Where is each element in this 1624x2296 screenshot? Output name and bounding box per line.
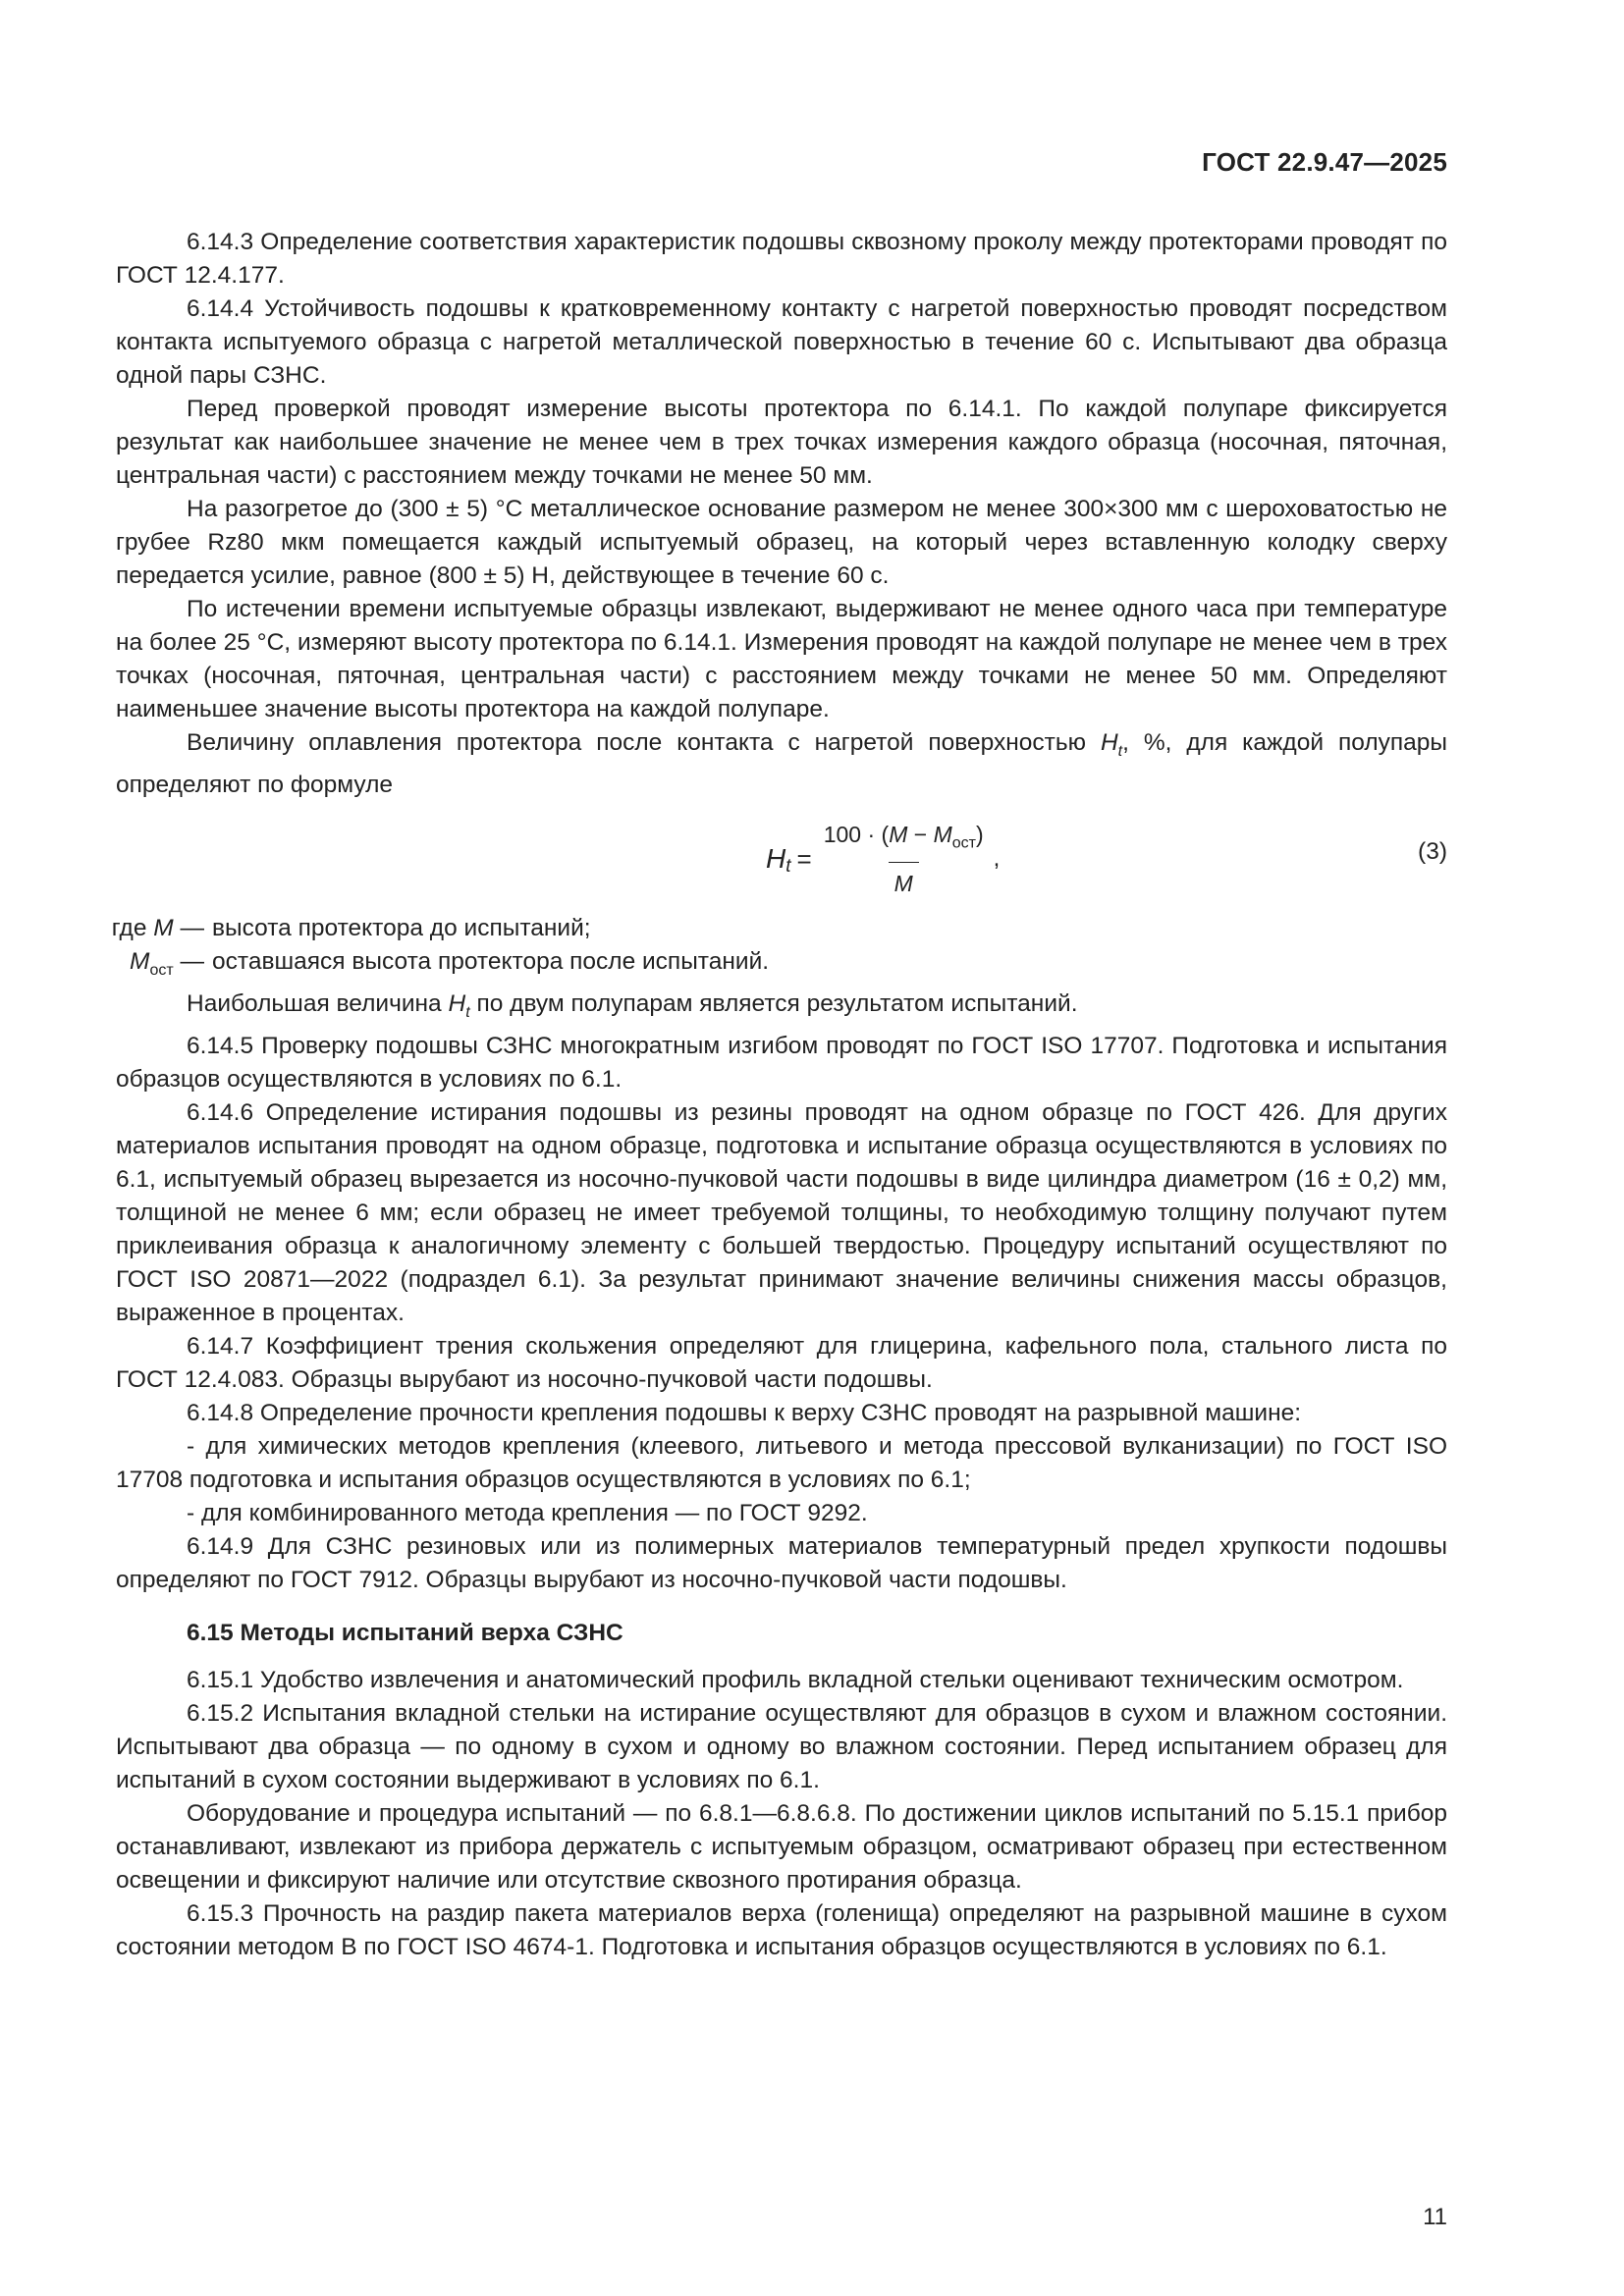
formula-lhs-subscript: t [785,856,791,878]
section-heading: 6.15 Методы испытаний верха СЗНС [187,1619,623,1646]
definition-row [73,945,1447,988]
definition-subscript: ост [149,961,174,979]
formula-close-paren: ) [975,821,984,847]
variable: H [1100,729,1118,756]
formula-lhs: H [766,843,786,875]
page-number: 11 [1423,2204,1447,2230]
paragraph: На разогретое до (300 ± 5) °C металлическое основание размером не менее 300×300 мм с шероховатостью не грубее Rz80 мкм помещается каждый испытуемый образец, на который через вставленную колодку сверху передается усилие, равное (800 ± 5) Н, действующее в течение 60 с. [116,496,1447,589]
text-span: , %, для каждой полупары определяют по формуле [116,729,1448,798]
paragraph: 6.15.2 Испытания вкладной стельки на истирание осуществляют для образцов в сухом и влажном состоянии. Испытывают два образца — по одному в сухом и одному во влажном состоянии. Перед испытанием образец для испытаний в сухом состоянии выдерживают в условиях по 6.1. [116,1699,1447,1793]
formula-var-m-ost: M [933,821,952,847]
paragraph: 6.14.4 Устойчивость подошвы к кратковременному контакту с нагретой поверхностью проводят посредством контакта испытуемого образца с нагретой металлической поверхностью в течение 60 с. Испытывают два образца одной пары СЗНС. [116,295,1447,389]
definition-term [73,945,212,988]
paragraph: 6.14.8 Определение прочности крепления подошвы к верху СЗНС проводят на разрывной машине: [187,1399,1302,1426]
paragraph: 6.15.1 Удобство извлечения и анатомический профиль вкладной стельки оценивают техническим осмотром. [187,1666,1404,1693]
paragraph: 6.14.9 Для СЗНС резиновых или из полимерных материалов температурный предел хрупкости подошвы определяют по ГОСТ 7912. Образцы вырубают из носочно-пучковой части подошвы. [116,1532,1447,1593]
paragraph: 6.14.6 Определение истирания подошвы из резины проводят на одном образце по ГОСТ 426. Для других материалов испытания проводят на одном образце, подготовка и испытание образца осуществляются в условиях по 6.1, испытуемый образец вырезается из носочно-пучковой части подошвы в виде цилиндра диаметром (16 ± 0,2) мм, толщиной не менее 6 мм; если образец не имеет требуемой толщины, то необходимую толщину получают путем приклеивания образца к аналогичному элементу с большей твердостью. Процедуру испытаний осуществляют по ГОСТ ISO 20871—2022 (подраздел 6.1). За результат принимают значение величины снижения массы образцов, выраженное в процентах. [116,1098,1447,1326]
formula-var-m-ost-subscript: ост [951,834,976,852]
definition-var: M [130,947,150,975]
paragraph: 6.15.3 Прочность на раздир пакета материалов верха (голенища) определяют на разрывной машине в сухом состоянии методом В по ГОСТ ISO 4674-1. Подготовка и испытания образцов осуществляются в условиях по 6.1. [116,1899,1447,1960]
paragraph: 6.14.5 Проверку подошвы СЗНС многократным изгибом проводят по ГОСТ ISO 17707. Подготовка и испытания образцов осуществляются в условиях по 6.1. [116,1032,1447,1093]
text-span: Наибольшая величина [187,989,449,1017]
document-code: ГОСТ 22.9.47—2025 [1202,147,1447,177]
formula-intro-paragraph [116,726,1447,802]
formula-equals: = [796,844,812,875]
subscript: t [465,1003,470,1021]
formula-comma: , [993,845,1001,873]
definition-prefix: где [111,914,154,941]
definition-term [73,912,212,945]
paragraph: 6.14.7 Коэффициент трения скольжения определяют для глицерина, кафельного пола, стального листа по ГОСТ 12.4.083. Образцы вырубают из носочно-пучковой части подошвы. [116,1332,1447,1393]
formula-fraction [818,818,990,901]
paragraph: 6.14.3 Определение соответствия характеристик подошвы сквозному проколу между протекторами проводят по ГОСТ 12.4.177. [116,229,1447,289]
paragraph: Оборудование и процедура испытаний — по 6.8.1—6.8.6.8. По достижении циклов испытаний по 5.15.1 прибор останавливают, извлекают из прибора держатель с испытуемым образцом, осматривают образец при естественном освещении и фиксируют наличие или отсутствие сквозного протирания образца. [116,1799,1447,1894]
formula-coef: 100 · ( [823,821,890,847]
formula-minus: − [907,821,934,847]
text-span: по двум полупарам является результатом испытаний. [469,989,1078,1017]
subscript: t [1117,742,1123,760]
definition-dash: — [173,914,204,941]
definition-var: M [153,914,174,941]
paragraph: По истечении времени испытуемые образцы извлекают, выдерживают не менее одного часа при температуре на более 25 °C, измеряют высоту протектора по 6.14.1. Измерения проводят на каждой полупаре не менее чем в трех точках (носочная, пяточная, центральная части) с расстоянием между точками не менее 50 мм. Определяют наименьшее значение высоты протектора на каждой полупаре. [116,596,1447,722]
formula-expression [766,818,1000,901]
variable: H [448,989,466,1017]
paragraph: - для химических методов крепления (клеевого, литьевого и метода прессовой вулканизации) по ГОСТ ISO 17708 подготовка и испытания образцов осуществляются в условиях по 6.1; [116,1432,1447,1493]
definition-dash: — [173,947,204,975]
document-body [111,226,1448,1964]
definition-desc: оставшаяся высота протектора после испытаний. [212,947,770,975]
formula-denominator: M [889,862,919,900]
definitions-list [111,912,1447,988]
definition-row [73,912,1447,945]
formula-block [116,808,1447,898]
text-span: Величину оплавления протектора после контакта с нагретой поверхностью [187,729,1101,756]
paragraph: Перед проверкой проводят измерение высоты протектора по 6.14.1. По каждой полупаре фиксируется результат как наибольшее значение не менее чем в трех точках измерения каждого образца (носочная, пяточная, центральная части) с расстоянием между точками не менее 50 мм. [116,396,1447,489]
definition-desc: высота протектора до испытаний; [212,914,591,941]
formula-numerator [818,818,990,863]
result-paragraph [116,988,1447,1030]
formula-var-m: M [889,821,908,847]
formula-number: (3) [1418,837,1447,865]
paragraph: - для комбинированного метода крепления — по ГОСТ 9292. [187,1499,868,1526]
